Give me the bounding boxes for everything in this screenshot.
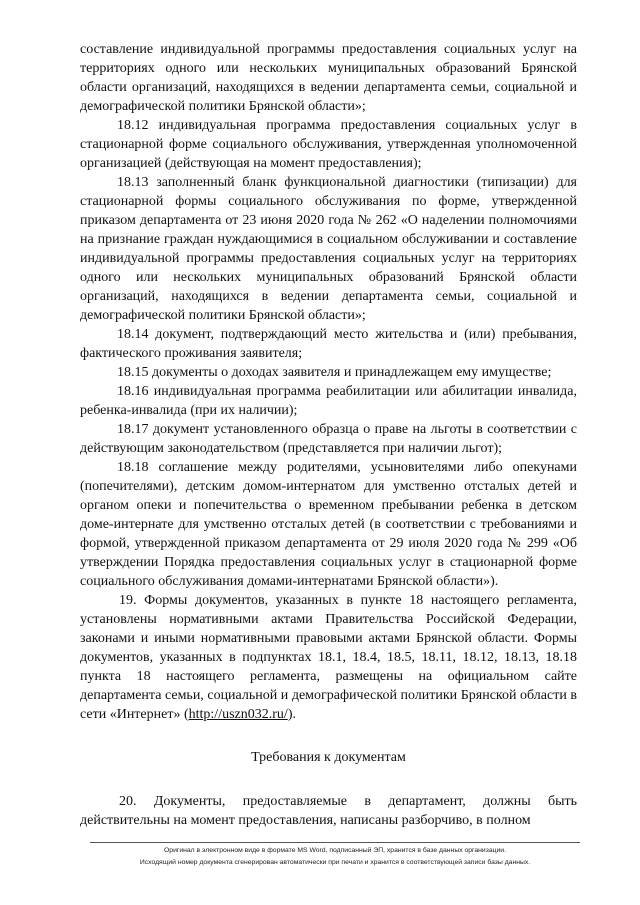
paragraph-18-16: 18.16 индивидуальная программа реабилитации или абилитации инвалида, ребенка-инвалида (при их наличии); xyxy=(80,384,577,418)
paragraph-18-11-continuation: составление индивидуальной программы предоставления социальных услуг на территориях одного или нескольких муниципальных образований Брянской области организаций, находящихся в ведении департамента семьи, социальной и демографической политики Брянской области»; xyxy=(80,42,577,114)
document-body xyxy=(80,40,577,830)
footer-line-1: Оригинал в электронном виде в формате MS Word, подписанный ЭП, хранится в базе данных организации. xyxy=(164,847,506,854)
footer-line-2: Исходящий номер документа сгенерирован автоматически при печати и хранится в соответствующей записи базы данных. xyxy=(139,859,531,866)
paragraph-18-12: 18.12 индивидуальная программа предоставления социальных услуг в стационарной форме социального обслуживания, утвержденная уполномоченной организацией (действующая на момент предоставления); xyxy=(80,118,577,171)
paragraph-19-text: 19. Формы документов, указанных в пункте 18 настоящего регламента, установлены нормативными актами Правительства Российской Федерации, законами и иными нормативными правовыми актами Брянской области. Формы документов, указанных в подпунктах 18.1, 18.4, 18.5, 18.11, 18.12, 18.13, 18.18 пункта 18 настоящего регламента, размещены на официальном сайте департамента семьи, социальной и демографической политики Брянской области в сети «Интернет» ( xyxy=(80,593,577,722)
section-heading: Требования к документам xyxy=(251,750,406,765)
paragraph-18-18: 18.18 соглашение между родителями, усыновителями либо опекунами (попечителями), детским домом-интернатом для умственно отсталых детей и органом опеки и попечительства о временном пребывании ребенка в детском доме-интернате для умственно отсталых детей (в соответствии с требованиями и формой, утвержденной приказом департамента от 29 июля 2020 года № 299 «Об утверждении Порядка предоставления социальных услуг в стационарной форме социального обслуживания домами-интернатами Брянской области»). xyxy=(80,460,577,589)
document-footer xyxy=(90,842,580,869)
paragraph-18-15: 18.15 документы о доходах заявителя и принадлежащем ему имуществе; xyxy=(117,365,552,380)
paragraph-19-end: ). xyxy=(287,707,296,722)
website-link[interactable]: http://uszn032.ru/ xyxy=(188,707,288,722)
paragraph-18-13: 18.13 заполненный бланк функциональной диагностики (типизации) для стационарной формы социального обслуживания по форме, утвержденной приказом департамента от 23 июня 2020 года № 262 «О наделении полномочиями на признание граждан нуждающимися в социальном обслуживании и составление индивидуальной программы предоставления социальных услуг на территориях одного или нескольких муниципальных образований Брянской области организаций, находящихся в ведении департамента семьи, социальной и демографической политики Брянской области»; xyxy=(80,175,577,323)
paragraph-18-17: 18.17 документ установленного образца о праве на льготы в соответствии с действующим законодательством (представляется при наличии льгот); xyxy=(80,422,577,456)
paragraph-20: 20. Документы, предоставляемые в департамент, должны быть действительны на момент предоставления, написаны разборчиво, в полном xyxy=(80,794,577,828)
paragraph-18-14: 18.14 документ, подтверждающий место жительства и (или) пребывания, фактического проживания заявителя; xyxy=(80,327,577,361)
paragraph-19 xyxy=(80,591,577,724)
